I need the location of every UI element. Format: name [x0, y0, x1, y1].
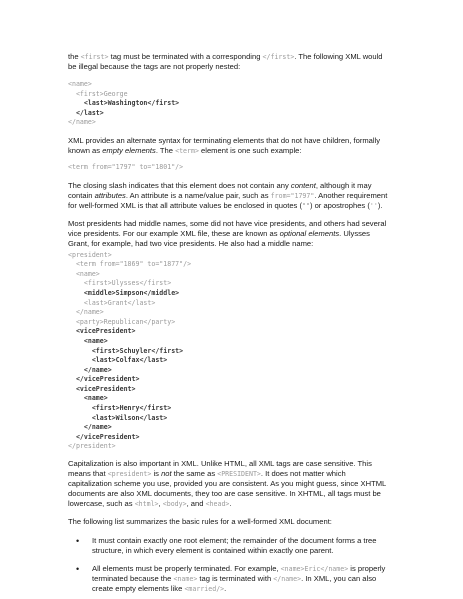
capitalization-text-1: Capitalization is also important in XML. Unlike HTML, all XML tags are case sensitive. This means that	[68, 459, 372, 479]
code-line: <name>	[68, 269, 100, 278]
quotes-example: ""	[301, 201, 310, 210]
code-line: <first>Henry</first>	[68, 404, 172, 413]
head-tag: <head>	[205, 500, 230, 509]
term-example-block	[68, 163, 391, 173]
middle-names-text-2: . Ulysses Grant, for example, had two vice presidents. He also had a middle name:	[68, 228, 370, 248]
code-line: <last>Wilson</last>	[68, 413, 168, 422]
closing-slash-text-5: ) or apostrophes (	[309, 200, 370, 210]
alt-syntax-paragraph	[68, 136, 391, 156]
code-line: <vicePresident>	[68, 384, 136, 393]
code-line: <first>Schuyler</first>	[68, 346, 184, 355]
closing-slash-text-3: . An attribute is a name/value pair, such as	[125, 190, 271, 200]
rule-item	[68, 564, 391, 594]
middle-names-paragraph	[68, 219, 391, 249]
code-line: <term from="1869" to="1877"/>	[68, 260, 192, 269]
code-line: <last>Washington</first>	[68, 99, 180, 108]
president-upper-tag: <PRESIDENT>	[217, 470, 261, 479]
intro-text-1: the	[68, 52, 81, 61]
code-line: </name>	[68, 365, 112, 374]
rule2-text-5: .	[224, 584, 227, 594]
rules-intro: The following list summarizes the basic rules for a well-formed XML document:	[68, 517, 332, 527]
apostrophes-example: ''	[369, 201, 378, 210]
html-tag: <html>	[134, 500, 159, 509]
code-line: <party>Republican</party>	[68, 317, 176, 326]
code-line: <name>	[68, 80, 92, 88]
name-close-tag: </name>	[320, 565, 349, 574]
content-term: content	[290, 180, 316, 190]
married-tag: <married/>	[184, 585, 225, 594]
alt-syntax-text-1: XML provides an alternate syntax for terminating elements that do not have children, formally known as	[68, 135, 381, 155]
code-line: <first>George	[68, 89, 128, 98]
code-line: <name>	[68, 394, 108, 403]
first-close-tag: </first>	[262, 53, 295, 61]
rule2-text-4: . In XML, you can also create empty elements like	[92, 574, 377, 594]
middle-names-text-1: Most presidents had middle names, some did not have vice presidents, and others had several vice presidents. For our example XML file, these are known as	[68, 218, 387, 238]
rule2-text-1: All elements must be properly terminated. For example,	[92, 564, 281, 574]
first-open-tag: <first>	[80, 53, 109, 61]
code-line: <vicePresident>	[68, 327, 136, 336]
name-end-tag: </name>	[273, 575, 302, 584]
code-line: </name>	[68, 118, 96, 127]
code-line: <last>Colfax</last>	[68, 356, 168, 365]
closing-slash-text-4: . Another requirement for well-formed XML is that all attribute values be enclosed in quotes (	[68, 190, 388, 210]
code-line: </name>	[68, 308, 104, 317]
closing-slash-text-2: , although it may contain	[68, 180, 372, 200]
alt-syntax-text-3: element is one such example:	[198, 145, 302, 155]
code-line: </vicePresident>	[68, 432, 140, 441]
intro-text-3: . The following XML would be illegal because the tags are not properly nested:	[68, 52, 383, 71]
code-line: <name>	[68, 336, 108, 345]
code-line: <middle>Simpson</middle>	[68, 288, 180, 297]
intro-text-2: tag must be terminated with a corresponding	[108, 52, 263, 61]
attribute-example: from="1797"	[270, 191, 315, 200]
capitalization-paragraph	[68, 459, 391, 509]
code-line: </vicePresident>	[68, 375, 140, 384]
capitalization-text-5: ,	[158, 499, 163, 509]
body-tag: <body>	[162, 500, 187, 509]
closing-slash-text-1: The closing slash indicates that this element does not contain any	[68, 180, 291, 190]
capitalization-text-7: .	[229, 499, 232, 509]
eric-value: Eric	[304, 565, 321, 574]
code-line: <president>	[68, 250, 112, 259]
rule-item: • It must contain exactly one root element; the remainder of the document forms a tree structure, in which every element is contained within exactly one parent.	[68, 536, 391, 556]
capitalization-text-3: the same as	[171, 469, 218, 479]
president-tag: <president>	[107, 470, 152, 479]
not-emphasis: not	[161, 469, 172, 479]
code-line: </last>	[68, 108, 104, 117]
intro-paragraph	[68, 52, 391, 72]
code-line: <first>Ulysses</first>	[68, 279, 172, 288]
code-line: <term from="1797" to="1801"/>	[68, 162, 184, 171]
rule2-text-3: tag is terminated with	[197, 574, 274, 584]
illegal-xml-block	[68, 80, 391, 128]
code-line: </president>	[68, 442, 116, 451]
capitalization-text-4: . It does not matter which capitalization scheme you use, provided you are consistent. As you might guess, since XHTML documents are also XML documents, they too are case sensitive. In XHTML, all tags must be lowercase, such as	[68, 469, 386, 509]
rule2-text-2: is properly terminated because the	[92, 564, 386, 584]
code-line: <last>Grant</last>	[68, 298, 156, 307]
empty-elements-term: empty elements	[102, 145, 156, 155]
code-line: </name>	[68, 423, 112, 432]
president-xml-block	[68, 251, 391, 452]
alt-syntax-text-2: . The	[155, 145, 176, 155]
attributes-term: attributes	[94, 190, 126, 200]
term-tag: <term>	[175, 146, 199, 155]
name-open-tag: <name>	[280, 565, 305, 574]
closing-slash-paragraph	[68, 181, 391, 211]
optional-elements-term: optional elements	[279, 228, 340, 238]
capitalization-text-2: is	[151, 469, 162, 479]
name-tag: <name>	[173, 575, 198, 584]
capitalization-text-6: , and	[186, 499, 206, 509]
closing-slash-text-6: ).	[377, 200, 383, 210]
rules-list	[68, 536, 391, 594]
